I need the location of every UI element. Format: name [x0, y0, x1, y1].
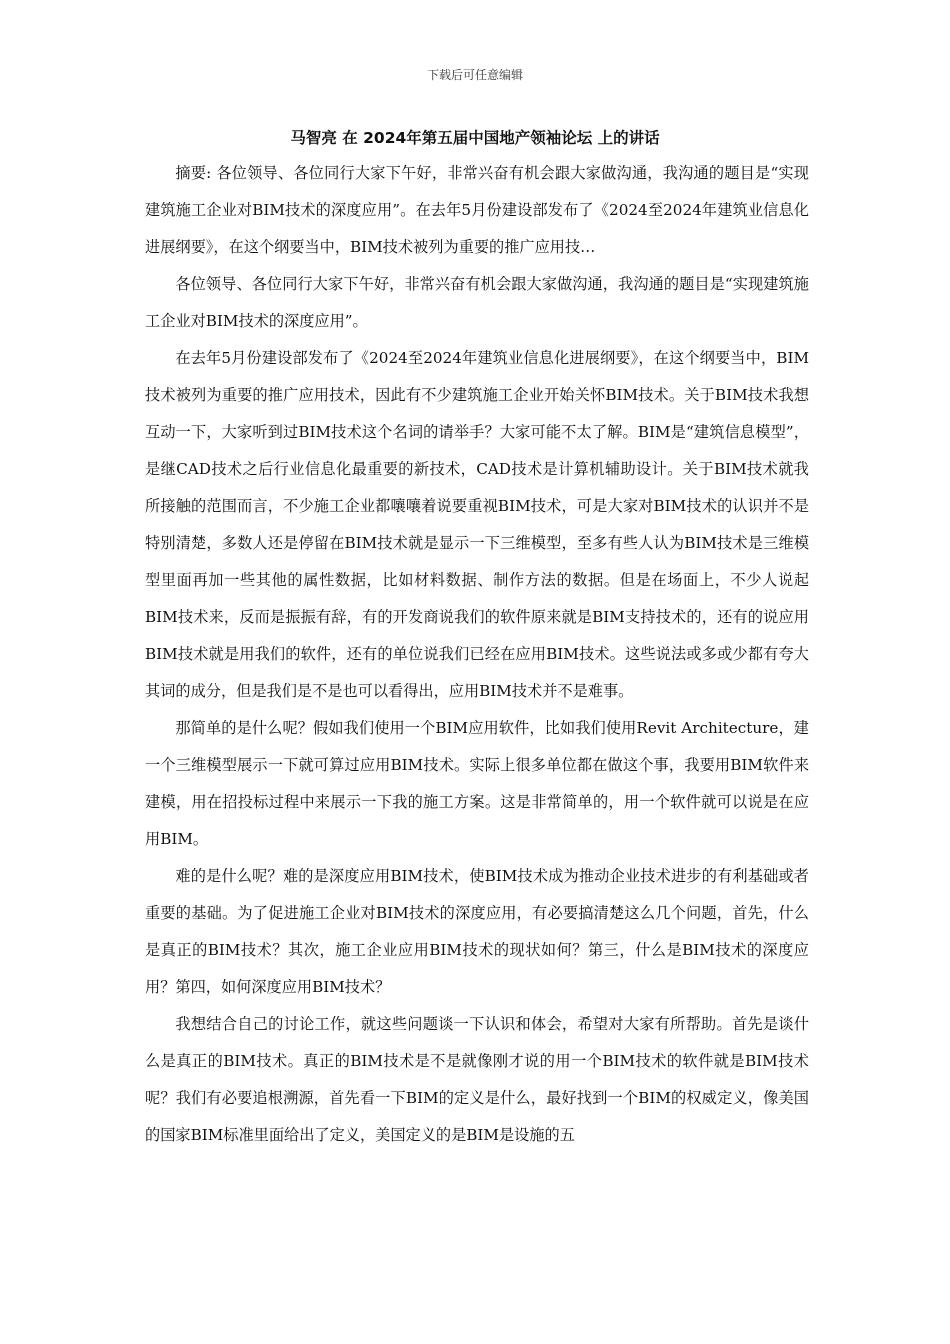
page-header-note: 下载后可任意编辑	[426, 68, 523, 82]
body-paragraph: 在去年5月份建设部发布了《2024至2024年建筑业信息化进展纲要》，在这个纲要当中，BIM技术被列为重要的推广应用技术，因此有不少建筑施工企业开始关怀BIM技术。关于BIM技术我想互动一下，大家听到过BIM技术这个名词的请举手？大家可能不太了解。BIM是“建筑信息模型”，是继CAD技术之后行业信息化最重要的新技术，CAD技术是计算机辅助设计。关于BIM技术就我所接触的范围而言，不少施工企业都嚷嚷着说要重视BIM技术，可是大家对BIM技术的认识并不是特别清楚，多数人还是停留在BIM技术就是显示一下三维模型，至多有些人认为BIM技术是三维模型里面再加一些其他的属性数据，比如材料数据、制作方法的数据。但是在场面上，不少人说起BIM技术来，反而是振振有辞，有的开发商说我们的软件原来就是BIM支持技术的，还有的说应用BIM技术就是用我们的软件，还有的单位说我们已经在应用BIM技术。这些说法或多或少都有夸大其词的成分，但是我们是不是也可以看得出，应用BIM技术并不是难事。	[145, 349, 810, 700]
body-paragraph: 那简单的是什么呢？假如我们使用一个BIM应用软件，比如我们使用Revit Architecture，建一个三维模型展示一下就可算过应用BIM技术。实际上很多单位都在做这个事，我要用BIM软件来建模，用在招投标过程中来展示一下我的施工方案。这是非常简单的，用一个软件就可以说是在应用BIM。	[145, 719, 810, 848]
document-body	[145, 155, 809, 1154]
body-paragraph: 各位领导、各位同行大家下午好，非常兴奋有机会跟大家做沟通，我沟通的题目是“实现建筑施工企业对BIM技术的深度应用”。	[145, 275, 809, 330]
abstract-paragraph: 摘要: 各位领导、各位同行大家下午好，非常兴奋有机会跟大家做沟通，我沟通的题目是“实现建筑施工企业对BIM技术的深度应用”。在去年5月份建设部发布了《2024至2024年建筑业信息化进展纲要》，在这个纲要当中，BIM技术被列为重要的推广应用技…	[145, 164, 809, 256]
document-title: 马智亮 在 2024年第五届中国地产领袖论坛 上的讲话	[290, 129, 660, 147]
body-paragraph: 我想结合自己的讨论工作，就这些问题谈一下认识和体会，希望对大家有所帮助。首先是谈什么是真正的BIM技术。真正的BIM技术是不是就像刚才说的用一个BIM技术的软件就是BIM技术呢？我们有必要追根溯源，首先看一下BIM的定义是什么，最好找到一个BIM的权威定义，像美国的国家BIM标准里面给出了定义，美国定义的是BIM是设施的五	[145, 1015, 809, 1144]
body-paragraph: 难的是什么呢？难的是深度应用BIM技术，使BIM技术成为推动企业技术进步的有利基础或者重要的基础。为了促进施工企业对BIM技术的深度应用，有必要搞清楚这么几个问题，首先，什么是真正的BIM技术？其次，施工企业应用BIM技术的现状如何？第三，什么是BIM技术的深度应用？第四，如何深度应用BIM技术？	[145, 867, 809, 996]
